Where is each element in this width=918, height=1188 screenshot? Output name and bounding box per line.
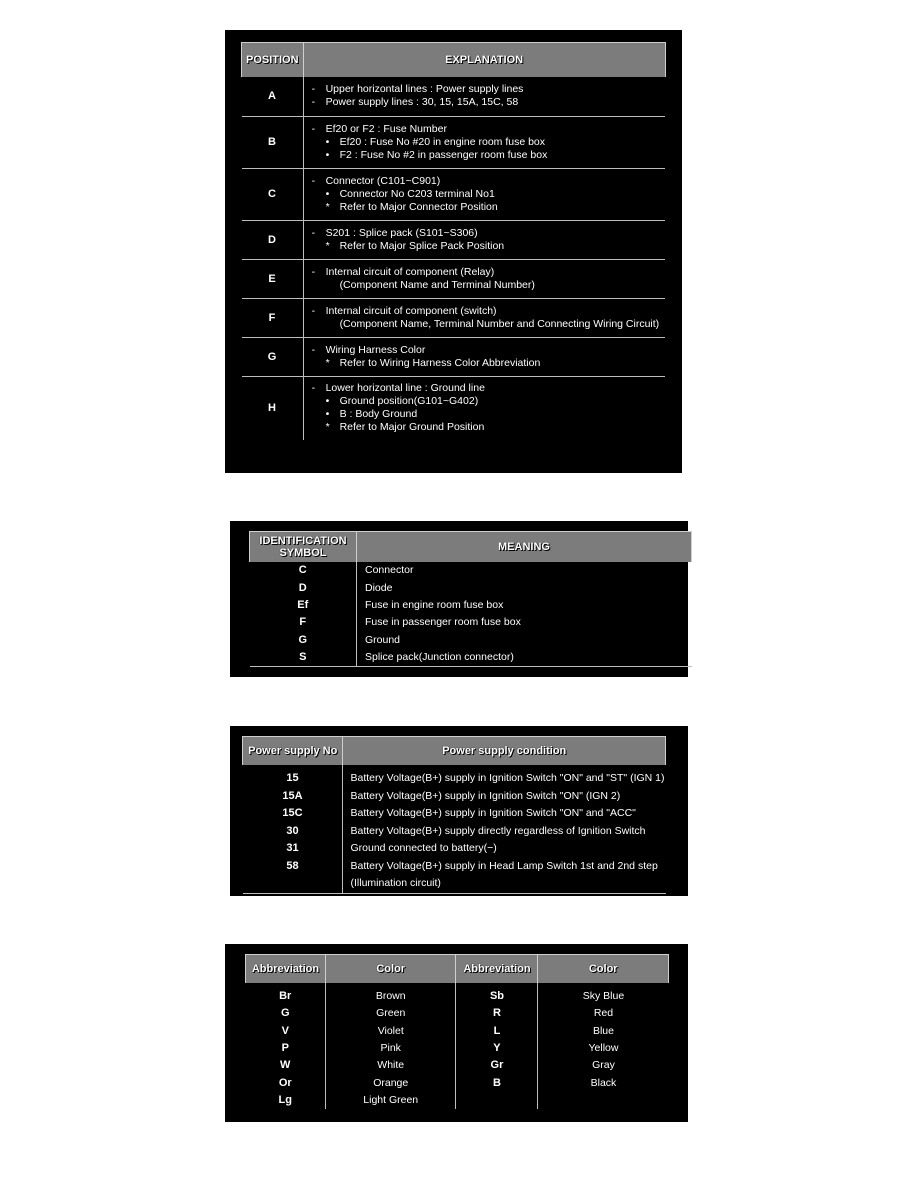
table-row xyxy=(242,220,666,259)
explanation-text: Wiring Harness Color xyxy=(325,343,426,356)
table-row xyxy=(246,1057,669,1074)
table-row xyxy=(243,823,666,841)
explanation-line xyxy=(312,408,660,421)
table-row xyxy=(246,1092,669,1109)
symbol-meaning: Connector xyxy=(365,564,414,577)
header-color-left: Color xyxy=(325,955,456,984)
power-supply-condition: Battery Voltage(B+) supply directly regardless of Ignition Switch xyxy=(350,824,646,837)
wire-color: Blue xyxy=(592,1024,614,1037)
position-code: C xyxy=(242,168,304,220)
wire-color xyxy=(538,1092,669,1109)
wire-color: Brown xyxy=(325,983,456,1005)
wire-abbreviation: G xyxy=(246,1005,326,1022)
wire-abbreviation xyxy=(456,1092,538,1109)
power-supply-condition: Battery Voltage(B+) supply in Ignition Switch "ON" (IGN 2) xyxy=(350,789,621,802)
table-row xyxy=(243,858,666,876)
explanation-cell xyxy=(303,220,665,259)
table-row xyxy=(246,1005,669,1022)
wire-abbreviation: Lg xyxy=(246,1092,326,1109)
identification-symbol: Ef xyxy=(250,597,357,614)
table-row xyxy=(242,259,666,298)
wire-color: White xyxy=(325,1057,456,1074)
power-supply-condition: (Illumination circuit) xyxy=(343,875,666,893)
table-row xyxy=(242,77,666,116)
wire-abbreviation: Sb xyxy=(456,983,538,1005)
wire-abbreviation: Br xyxy=(246,983,326,1005)
position-code: F xyxy=(242,298,304,337)
table-row xyxy=(250,632,692,649)
power-supply-no: 15C xyxy=(243,805,343,823)
table-row xyxy=(250,597,692,614)
explanation-line xyxy=(312,305,660,318)
power-supply-no: 15 xyxy=(243,765,343,788)
explanation-cell xyxy=(303,259,665,298)
symbol-meaning: Fuse in passenger room fuse box xyxy=(365,616,521,629)
explanation-cell xyxy=(303,116,665,168)
dash-bullet: - xyxy=(311,343,316,356)
explanation-text: Lower horizontal line : Ground line xyxy=(325,382,485,395)
table-row xyxy=(243,840,666,858)
wire-abbreviation: V xyxy=(246,1023,326,1040)
table-row xyxy=(246,1023,669,1040)
power-supply-panel xyxy=(230,726,688,896)
dash-bullet: - xyxy=(311,226,316,239)
explanation-line xyxy=(312,201,660,214)
explanation-line xyxy=(312,136,660,149)
wire-color: Violet xyxy=(325,1023,456,1040)
header-power-supply-no: Power supply No xyxy=(243,737,343,766)
explanation-line xyxy=(312,344,660,357)
dot-bullet: • xyxy=(325,408,330,421)
identification-symbol-panel xyxy=(230,521,688,677)
header-position: POSITION xyxy=(242,43,304,78)
explanation-line xyxy=(312,382,660,395)
header-color-right: Color xyxy=(538,955,669,984)
table-row xyxy=(242,337,666,376)
identification-symbol: C xyxy=(250,562,357,579)
explanation-line xyxy=(312,227,660,240)
explanation-cell xyxy=(303,376,665,440)
explanation-text: B : Body Ground xyxy=(339,408,418,421)
explanation-line xyxy=(312,96,660,109)
wire-color: Pink xyxy=(325,1040,456,1057)
explanation-text: Power supply lines : 30, 15, 15A, 15C, 58 xyxy=(325,96,519,109)
dash-bullet: - xyxy=(311,83,316,96)
table-row xyxy=(246,983,669,1005)
table-row xyxy=(242,116,666,168)
table-row xyxy=(242,376,666,440)
explanation-text: Connector No C203 terminal No1 xyxy=(339,187,495,200)
header-abbreviation-left: Abbreviation xyxy=(246,955,326,984)
explanation-text: Refer to Major Splice Pack Position xyxy=(339,239,505,252)
identification-symbol-table xyxy=(249,531,692,667)
table-row xyxy=(250,562,692,579)
wire-color: Yellow xyxy=(588,1042,619,1055)
dash-bullet: - xyxy=(311,122,316,135)
identification-symbol: F xyxy=(250,614,357,631)
explanation-line xyxy=(312,266,660,279)
power-supply-no: 58 xyxy=(243,858,343,876)
identification-symbol: D xyxy=(250,579,357,596)
position-code: H xyxy=(242,376,304,440)
explanation-cell xyxy=(303,337,665,376)
star-bullet: * xyxy=(325,356,330,369)
table-row xyxy=(242,298,666,337)
table-row xyxy=(250,579,692,596)
dot-bullet: • xyxy=(325,395,330,408)
explanation-line xyxy=(312,188,660,201)
power-supply-table xyxy=(242,736,666,894)
position-explanation-table xyxy=(241,42,666,440)
explanation-cell xyxy=(303,298,665,337)
table-row xyxy=(250,649,692,667)
explanation-text: Refer to Wiring Harness Color Abbreviation xyxy=(339,356,541,369)
explanation-line xyxy=(312,123,660,136)
explanation-line xyxy=(312,279,660,292)
power-supply-no xyxy=(243,875,343,893)
symbol-meaning: Ground xyxy=(365,633,401,646)
dot-bullet: • xyxy=(325,135,330,148)
explanation-cell xyxy=(303,77,665,116)
explanation-line xyxy=(312,318,660,331)
header-identification-symbol: IDENTIFICATION SYMBOL xyxy=(250,532,357,563)
wire-color: Sky Blue xyxy=(582,990,625,1003)
explanation-text: Ground position(G101~G402) xyxy=(339,395,479,408)
wire-color: Gray xyxy=(592,1059,615,1072)
explanation-text: Internal circuit of component (switch) xyxy=(325,304,497,317)
wire-abbreviation: Or xyxy=(246,1074,326,1091)
wire-color: Orange xyxy=(325,1074,456,1091)
explanation-text: F2 : Fuse No #2 in passenger room fuse box xyxy=(339,148,548,161)
position-explanation-panel xyxy=(225,30,682,473)
explanation-text: Refer to Major Ground Position xyxy=(339,421,485,434)
wire-color-table xyxy=(245,954,669,1109)
header-meaning: MEANING xyxy=(357,532,692,563)
explanation-text: (Component Name and Terminal Number) xyxy=(339,278,535,291)
position-code: A xyxy=(242,77,304,116)
header-abbreviation-right: Abbreviation xyxy=(456,955,538,984)
explanation-line xyxy=(312,395,660,408)
star-bullet: * xyxy=(325,421,330,434)
power-supply-no: 30 xyxy=(243,823,343,841)
power-supply-no: 15A xyxy=(243,788,343,806)
identification-symbol: G xyxy=(250,632,357,649)
table-row xyxy=(243,765,666,788)
symbol-meaning: Fuse in engine room fuse box xyxy=(365,598,504,611)
explanation-line xyxy=(312,149,660,162)
position-code: B xyxy=(242,116,304,168)
power-supply-condition: Battery Voltage(B+) supply in Head Lamp Switch 1st and 2nd step xyxy=(350,859,658,872)
wire-color: Light Green xyxy=(325,1092,456,1109)
explanation-line xyxy=(312,240,660,253)
wire-color: Red xyxy=(593,1007,614,1020)
dash-bullet: - xyxy=(311,96,316,109)
table-row xyxy=(250,614,692,631)
dot-bullet: • xyxy=(325,148,330,161)
position-code: E xyxy=(242,259,304,298)
wire-color: Black xyxy=(590,1076,617,1089)
explanation-text: Connector (C101~C901) xyxy=(325,174,441,187)
explanation-line xyxy=(312,357,660,370)
dash-bullet: - xyxy=(311,304,316,317)
power-supply-condition: Ground connected to battery(−) xyxy=(350,842,497,855)
wire-abbreviation: Gr xyxy=(456,1057,538,1074)
explanation-line xyxy=(312,421,660,434)
wire-abbreviation: P xyxy=(246,1040,326,1057)
table-row xyxy=(246,1074,669,1091)
power-supply-no: 31 xyxy=(243,840,343,858)
explanation-text: Refer to Major Connector Position xyxy=(339,200,498,213)
wire-color: Green xyxy=(325,1005,456,1022)
dot-bullet: • xyxy=(325,187,330,200)
explanation-line xyxy=(312,175,660,188)
position-code: D xyxy=(242,220,304,259)
symbol-meaning: Diode xyxy=(365,581,393,594)
dash-bullet: - xyxy=(311,265,316,278)
explanation-text: Upper horizontal lines : Power supply lines xyxy=(325,83,524,96)
star-bullet: * xyxy=(325,200,330,213)
table-row xyxy=(242,168,666,220)
explanation-text: Ef20 : Fuse No #20 in engine room fuse box xyxy=(339,135,546,148)
power-supply-condition: Battery Voltage(B+) supply in Ignition Switch "ON" and "ST" (IGN 1) xyxy=(350,772,665,785)
header-power-supply-condition: Power supply condition xyxy=(343,737,666,766)
explanation-text: (Component Name, Terminal Number and Connecting Wiring Circuit) xyxy=(339,317,660,330)
table-row xyxy=(243,875,666,893)
wire-abbreviation: Y xyxy=(456,1040,538,1057)
wire-abbreviation: W xyxy=(246,1057,326,1074)
position-code: G xyxy=(242,337,304,376)
table-row xyxy=(243,805,666,823)
explanation-text: Ef20 or F2 : Fuse Number xyxy=(325,122,447,135)
wire-abbreviation: B xyxy=(456,1074,538,1091)
symbol-meaning: Splice pack(Junction connector) xyxy=(357,649,692,667)
wire-abbreviation: L xyxy=(456,1023,538,1040)
header-explanation: EXPLANATION xyxy=(303,43,665,78)
dash-bullet: - xyxy=(311,174,316,187)
explanation-text: S201 : Splice pack (S101~S306) xyxy=(325,226,478,239)
identification-symbol: S xyxy=(250,649,357,667)
explanation-text: Internal circuit of component (Relay) xyxy=(325,265,495,278)
power-supply-condition: Battery Voltage(B+) supply in Ignition Switch "ON" and "ACC" xyxy=(350,807,636,820)
wire-color-panel xyxy=(225,944,688,1122)
star-bullet: * xyxy=(325,239,330,252)
dash-bullet: - xyxy=(311,382,316,395)
table-row xyxy=(246,1040,669,1057)
wire-abbreviation: R xyxy=(456,1005,538,1022)
explanation-line xyxy=(312,83,660,96)
explanation-cell xyxy=(303,168,665,220)
table-row xyxy=(243,788,666,806)
